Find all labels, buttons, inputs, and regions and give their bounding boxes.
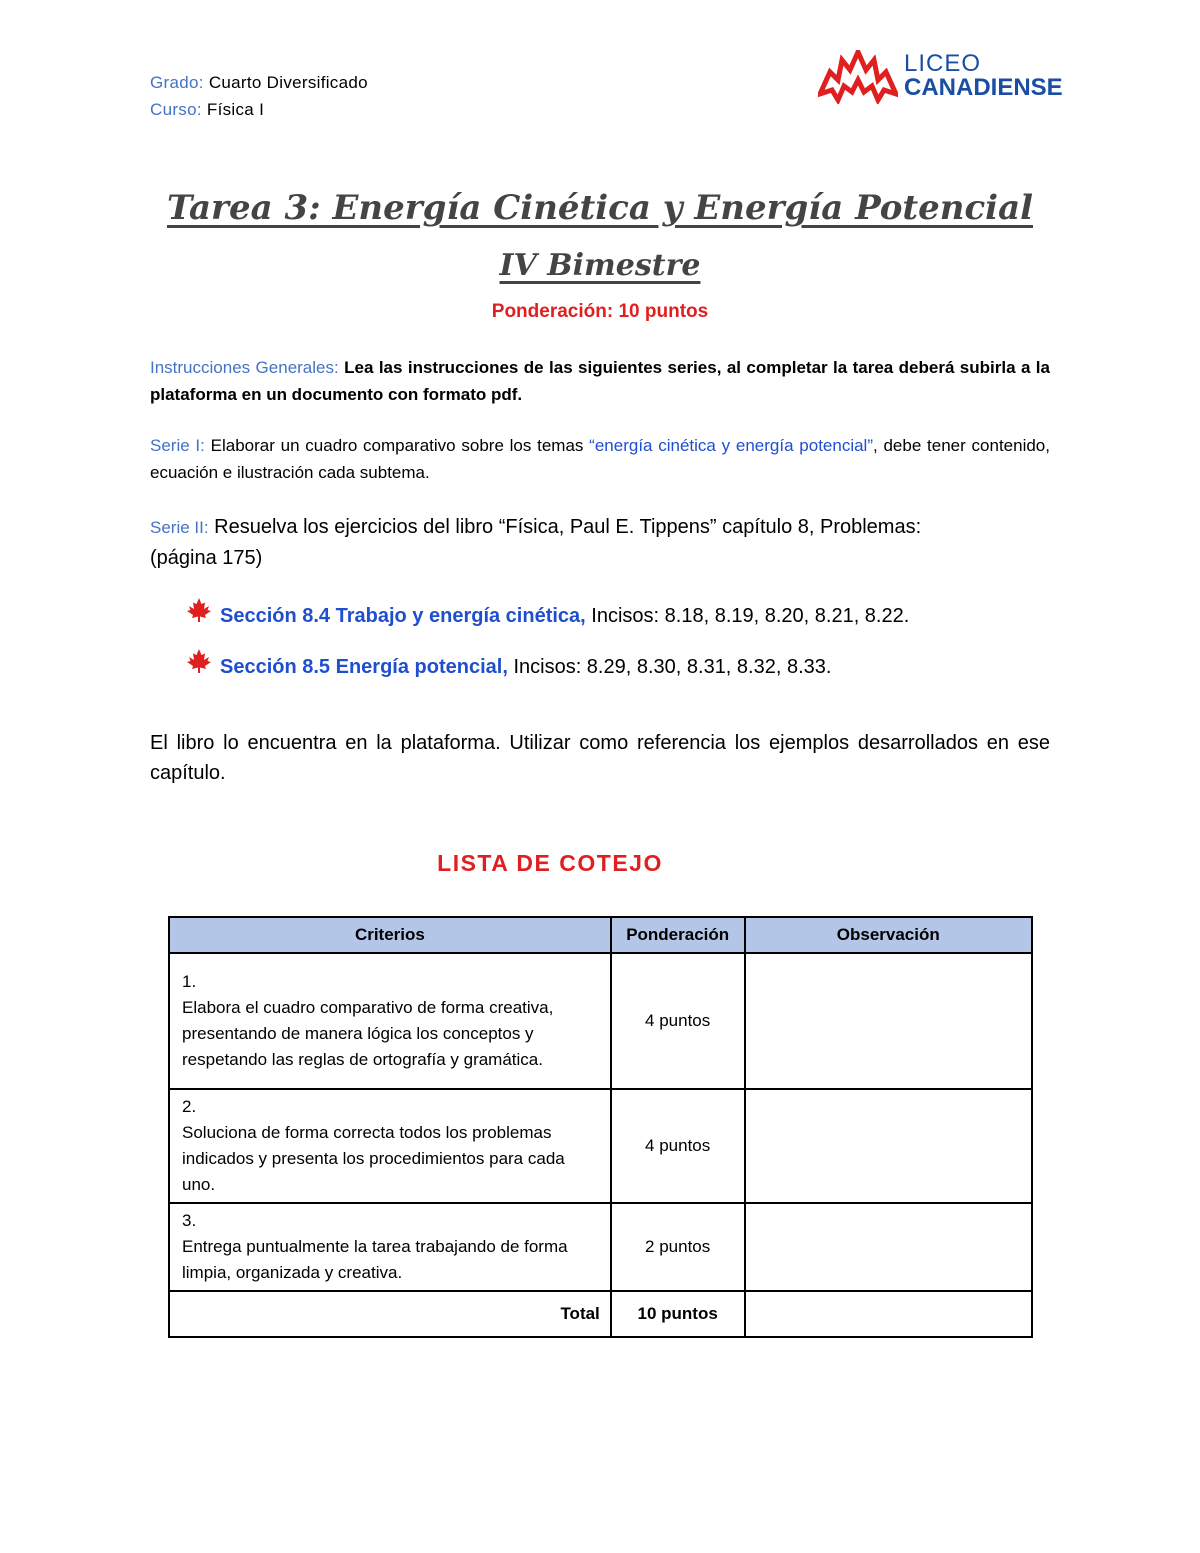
criterio-cell	[169, 953, 611, 1089]
criterio-num: 3.	[182, 1211, 197, 1230]
maple-leaf-icon	[818, 50, 898, 104]
serie1-highlight: “energía cinética y energía potencial”	[589, 436, 873, 455]
table-row	[169, 953, 1032, 1089]
criterio-num: 1.	[182, 972, 197, 991]
lista-title: LISTA DE COTEJO	[437, 850, 663, 876]
table-row	[169, 1203, 1032, 1291]
grado-label: Grado:	[150, 73, 204, 92]
criterio-text: Soluciona de forma correcta todos los problemas indicados y presenta los procedimientos para cada uno.	[182, 1123, 565, 1194]
instrucciones-text: Lea las instrucciones de las siguientes series, al completar la tarea deberá subirla a la plataforma en un documento con formato pdf.	[150, 358, 1050, 404]
curso-label: Curso:	[150, 100, 202, 119]
bullet-section: Sección 8.5 Energía potencial,	[220, 656, 508, 678]
grado-line	[150, 73, 368, 93]
observacion-cell[interactable]	[745, 1203, 1032, 1291]
total-value: 10 puntos	[611, 1291, 745, 1337]
grado-value: Cuarto Diversificado	[208, 73, 368, 92]
observacion-cell[interactable]	[745, 953, 1032, 1089]
lista-cotejo-heading	[0, 850, 1200, 877]
bullet-incisos: Incisos: 8.18, 8.19, 8.20, 8.21, 8.22.	[585, 605, 910, 627]
serie1-text-b: , debe tener contenido, ecuación e ilustración cada subtema.	[150, 436, 1050, 482]
table-total-row	[169, 1291, 1032, 1337]
total-label: Total	[169, 1291, 611, 1337]
criterio-cell	[169, 1203, 611, 1291]
criterio-cell	[169, 1089, 611, 1203]
criterio-text: Elabora el cuadro comparativo de forma creativa, presentando de manera lógica los conceptos y respetando las reglas de ortografía y gramática.	[182, 998, 554, 1069]
maple-leaf-icon	[186, 597, 212, 623]
instrucciones-label: Instrucciones Generales:	[150, 358, 339, 377]
maple-leaf-icon	[186, 648, 212, 674]
serie2-text: Resuelva los ejercicios del libro “Física, Paul E. Tippens” capítulo 8, Problemas: (página 175)	[150, 516, 922, 569]
serie-1	[150, 432, 1050, 486]
libro-note: El libro lo encuentra en la plataforma. Utilizar como referencia los ejemplos desarrollados en ese capítulo.	[150, 732, 1050, 784]
serie1-label: Serie I:	[150, 436, 205, 455]
logo-line1: LICEO	[904, 50, 982, 77]
page-subtitle: IV Bimestre	[499, 248, 701, 283]
curso-value: Física I	[206, 100, 265, 119]
ponderacion-cell: 4 puntos	[611, 1089, 745, 1203]
criterio-num: 2.	[182, 1097, 197, 1116]
serie2-label: Serie II:	[150, 518, 209, 537]
ponderacion-cell: 2 puntos	[611, 1203, 745, 1291]
criterio-text: Entrega puntualmente la tarea trabajando de forma limpia, organizada y creativa.	[182, 1237, 568, 1282]
total-observacion-cell[interactable]	[745, 1291, 1032, 1337]
instrucciones-generales	[150, 354, 1050, 408]
curso-line	[150, 100, 264, 120]
liceo-canadiense-logo	[818, 48, 1063, 104]
bullet-incisos: Incisos: 8.29, 8.30, 8.31, 8.32, 8.33.	[507, 656, 832, 678]
ponderacion-total: Ponderación: 10 puntos	[491, 301, 709, 322]
page-title: Tarea 3: Energía Cinética y Energía Potencial	[166, 188, 1034, 228]
serie1-text-a: Elaborar un cuadro comparativo sobre los temas	[204, 436, 590, 455]
bullet-section: Sección 8.4 Trabajo y energía cinética,	[220, 605, 586, 627]
serie-2	[150, 512, 990, 573]
ponderacion-cell: 4 puntos	[611, 953, 745, 1089]
logo-line2: CANADIENSE	[904, 74, 1063, 101]
observacion-cell[interactable]	[745, 1089, 1032, 1203]
header-ponderacion: Ponderación	[611, 917, 745, 953]
table-header-row	[169, 917, 1032, 953]
checklist-table	[168, 916, 1033, 1338]
header-observacion: Observación	[745, 917, 1032, 953]
header-criterios: Criterios	[169, 917, 611, 953]
table-row	[169, 1089, 1032, 1203]
